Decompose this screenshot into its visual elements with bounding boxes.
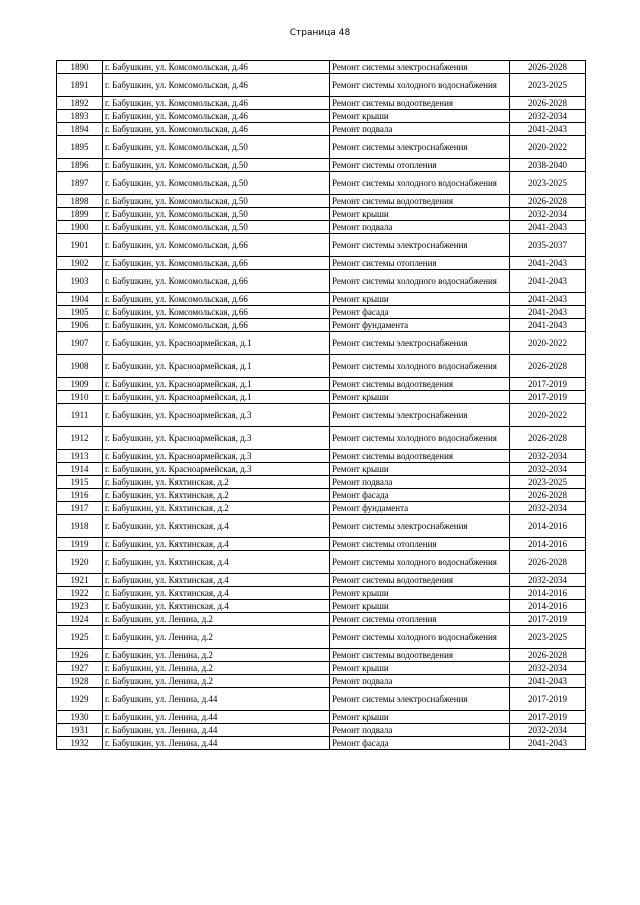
table-row — [57, 306, 586, 319]
row-period: 2017-2019 — [510, 613, 586, 626]
row-address: г. Бабушкин, ул. Кяхтинская, д.2 — [103, 489, 330, 502]
table-row — [57, 123, 586, 136]
row-period: 2035-2037 — [510, 234, 586, 257]
row-number: 1920 — [57, 551, 103, 574]
table-row — [57, 208, 586, 221]
row-period: 2014-2016 — [510, 587, 586, 600]
table-row — [57, 234, 586, 257]
row-address: г. Бабушкин, ул. Комсомольская, д.66 — [103, 257, 330, 270]
repair-schedule-table — [56, 60, 586, 750]
row-work-type: Ремонт фасада — [330, 489, 510, 502]
row-address: г. Бабушкин, ул. Кяхтинская, д.4 — [103, 574, 330, 587]
row-work-type: Ремонт крыши — [330, 662, 510, 675]
row-address: г. Бабушкин, ул. Кяхтинская, д.4 — [103, 587, 330, 600]
row-number: 1912 — [57, 427, 103, 450]
table-row — [57, 688, 586, 711]
row-period: 2041-2043 — [510, 675, 586, 688]
row-number: 1922 — [57, 587, 103, 600]
row-period: 2026-2028 — [510, 551, 586, 574]
row-number: 1910 — [57, 391, 103, 404]
row-number: 1924 — [57, 613, 103, 626]
row-address: г. Бабушкин, ул. Комсомольская, д.46 — [103, 123, 330, 136]
row-period: 2014-2016 — [510, 538, 586, 551]
row-number: 1916 — [57, 489, 103, 502]
row-address: г. Бабушкин, ул. Кяхтинская, д.2 — [103, 476, 330, 489]
table-row — [57, 427, 586, 450]
row-period: 2023-2025 — [510, 476, 586, 489]
row-work-type: Ремонт системы электроснабжения — [330, 61, 510, 74]
row-number: 1906 — [57, 319, 103, 332]
row-period: 2026-2028 — [510, 195, 586, 208]
row-period: 2041-2043 — [510, 293, 586, 306]
row-period: 2032-2034 — [510, 502, 586, 515]
table-row — [57, 551, 586, 574]
row-period: 2041-2043 — [510, 737, 586, 750]
row-address: г. Бабушкин, ул. Кяхтинская, д.2 — [103, 502, 330, 515]
row-number: 1921 — [57, 574, 103, 587]
row-number: 1905 — [57, 306, 103, 319]
row-number: 1931 — [57, 724, 103, 737]
row-number: 1890 — [57, 61, 103, 74]
table-row — [57, 257, 586, 270]
row-work-type: Ремонт системы отопления — [330, 159, 510, 172]
row-number: 1919 — [57, 538, 103, 551]
page-number-label: Страница 48 — [289, 28, 351, 38]
row-number: 1902 — [57, 257, 103, 270]
row-work-type: Ремонт системы отопления — [330, 538, 510, 551]
row-number: 1914 — [57, 463, 103, 476]
table-row — [57, 378, 586, 391]
row-work-type: Ремонт подвала — [330, 675, 510, 688]
row-work-type: Ремонт системы отопления — [330, 613, 510, 626]
row-work-type: Ремонт системы водоотведения — [330, 574, 510, 587]
row-address: г. Бабушкин, ул. Комсомольская, д.46 — [103, 110, 330, 123]
row-number: 1900 — [57, 221, 103, 234]
row-period: 2017-2019 — [510, 711, 586, 724]
table-row — [57, 293, 586, 306]
table-row — [57, 110, 586, 123]
row-work-type: Ремонт системы холодного водоснабжения — [330, 551, 510, 574]
row-period: 2017-2019 — [510, 391, 586, 404]
row-period: 2041-2043 — [510, 257, 586, 270]
row-work-type: Ремонт системы водоотведения — [330, 195, 510, 208]
table-row — [57, 600, 586, 613]
table-row — [57, 172, 586, 195]
row-number: 1894 — [57, 123, 103, 136]
row-period: 2032-2034 — [510, 208, 586, 221]
table-row — [57, 587, 586, 600]
row-address: г. Бабушкин, ул. Красноармейская, д.3 — [103, 463, 330, 476]
row-work-type: Ремонт системы электроснабжения — [330, 234, 510, 257]
table-row — [57, 613, 586, 626]
row-period: 2017-2019 — [510, 378, 586, 391]
row-period: 2041-2043 — [510, 123, 586, 136]
row-number: 1932 — [57, 737, 103, 750]
row-period: 2023-2025 — [510, 172, 586, 195]
table-row — [57, 450, 586, 463]
row-period: 2023-2025 — [510, 74, 586, 97]
table-row — [57, 404, 586, 427]
row-number: 1903 — [57, 270, 103, 293]
row-address: г. Бабушкин, ул. Комсомольская, д.50 — [103, 136, 330, 159]
row-work-type: Ремонт системы водоотведения — [330, 97, 510, 110]
row-address: г. Бабушкин, ул. Ленина, д.44 — [103, 711, 330, 724]
row-period: 2020-2022 — [510, 404, 586, 427]
row-number: 1925 — [57, 626, 103, 649]
row-work-type: Ремонт крыши — [330, 110, 510, 123]
row-address: г. Бабушкин, ул. Ленина, д.44 — [103, 724, 330, 737]
table-row — [57, 662, 586, 675]
row-address: г. Бабушкин, ул. Комсомольская, д.50 — [103, 208, 330, 221]
row-number: 1895 — [57, 136, 103, 159]
row-work-type: Ремонт системы электроснабжения — [330, 136, 510, 159]
table-row — [57, 136, 586, 159]
row-period: 2026-2028 — [510, 61, 586, 74]
row-work-type: Ремонт подвала — [330, 724, 510, 737]
row-work-type: Ремонт системы водоотведения — [330, 450, 510, 463]
row-period: 2041-2043 — [510, 270, 586, 293]
row-number: 1904 — [57, 293, 103, 306]
table-row — [57, 675, 586, 688]
table-row — [57, 515, 586, 538]
table-row — [57, 502, 586, 515]
row-address: г. Бабушкин, ул. Красноармейская, д.3 — [103, 450, 330, 463]
row-period: 2026-2028 — [510, 355, 586, 378]
row-address: г. Бабушкин, ул. Комсомольская, д.66 — [103, 270, 330, 293]
row-work-type: Ремонт фундамента — [330, 319, 510, 332]
row-work-type: Ремонт системы холодного водоснабжения — [330, 172, 510, 195]
row-address: г. Бабушкин, ул. Комсомольская, д.50 — [103, 221, 330, 234]
row-period: 2017-2019 — [510, 688, 586, 711]
row-work-type: Ремонт системы холодного водоснабжения — [330, 626, 510, 649]
row-number: 1911 — [57, 404, 103, 427]
row-work-type: Ремонт подвала — [330, 123, 510, 136]
row-work-type: Ремонт подвала — [330, 221, 510, 234]
table-row — [57, 463, 586, 476]
row-address: г. Бабушкин, ул. Ленина, д.2 — [103, 626, 330, 649]
row-work-type: Ремонт крыши — [330, 208, 510, 221]
row-period: 2041-2043 — [510, 319, 586, 332]
row-number: 1923 — [57, 600, 103, 613]
table-row — [57, 355, 586, 378]
row-address: г. Бабушкин, ул. Комсомольская, д.66 — [103, 319, 330, 332]
row-address: г. Бабушкин, ул. Комсомольская, д.66 — [103, 234, 330, 257]
row-number: 1899 — [57, 208, 103, 221]
row-work-type: Ремонт крыши — [330, 463, 510, 476]
row-number: 1930 — [57, 711, 103, 724]
row-number: 1929 — [57, 688, 103, 711]
row-address: г. Бабушкин, ул. Кяхтинская, д.4 — [103, 600, 330, 613]
row-work-type: Ремонт системы водоотведения — [330, 649, 510, 662]
row-address: г. Бабушкин, ул. Красноармейская, д.3 — [103, 404, 330, 427]
row-work-type: Ремонт системы отопления — [330, 257, 510, 270]
row-number: 1892 — [57, 97, 103, 110]
row-address: г. Бабушкин, ул. Комсомольская, д.46 — [103, 74, 330, 97]
row-address: г. Бабушкин, ул. Ленина, д.2 — [103, 613, 330, 626]
row-number: 1917 — [57, 502, 103, 515]
row-address: г. Бабушкин, ул. Ленина, д.2 — [103, 662, 330, 675]
table-row — [57, 319, 586, 332]
row-address: г. Бабушкин, ул. Комсомольская, д.46 — [103, 97, 330, 110]
row-work-type: Ремонт системы электроснабжения — [330, 515, 510, 538]
row-work-type: Ремонт фундамента — [330, 502, 510, 515]
row-period: 2032-2034 — [510, 450, 586, 463]
row-period: 2026-2028 — [510, 97, 586, 110]
row-period: 2014-2016 — [510, 515, 586, 538]
row-work-type: Ремонт системы холодного водоснабжения — [330, 355, 510, 378]
row-period: 2026-2028 — [510, 489, 586, 502]
row-period: 2032-2034 — [510, 724, 586, 737]
row-address: г. Бабушкин, ул. Ленина, д.44 — [103, 688, 330, 711]
row-work-type: Ремонт фасада — [330, 306, 510, 319]
row-work-type: Ремонт системы электроснабжения — [330, 688, 510, 711]
row-address: г. Бабушкин, ул. Комсомольская, д.66 — [103, 306, 330, 319]
row-number: 1897 — [57, 172, 103, 195]
row-address: г. Бабушкин, ул. Кяхтинская, д.4 — [103, 551, 330, 574]
row-number: 1918 — [57, 515, 103, 538]
row-number: 1928 — [57, 675, 103, 688]
row-address: г. Бабушкин, ул. Комсомольская, д.50 — [103, 195, 330, 208]
row-period: 2032-2034 — [510, 110, 586, 123]
row-address: г. Бабушкин, ул. Комсомольская, д.50 — [103, 159, 330, 172]
table-row — [57, 195, 586, 208]
row-work-type: Ремонт подвала — [330, 476, 510, 489]
table-row — [57, 391, 586, 404]
row-number: 1908 — [57, 355, 103, 378]
row-number: 1913 — [57, 450, 103, 463]
row-number: 1915 — [57, 476, 103, 489]
row-period: 2020-2022 — [510, 332, 586, 355]
table-row — [57, 270, 586, 293]
row-work-type: Ремонт крыши — [330, 391, 510, 404]
row-address: г. Бабушкин, ул. Ленина, д.2 — [103, 649, 330, 662]
row-period: 2026-2028 — [510, 649, 586, 662]
row-address: г. Бабушкин, ул. Кяхтинская, д.4 — [103, 515, 330, 538]
table-row — [57, 221, 586, 234]
row-work-type: Ремонт системы электроснабжения — [330, 404, 510, 427]
row-period: 2032-2034 — [510, 662, 586, 675]
row-number: 1926 — [57, 649, 103, 662]
row-address: г. Бабушкин, ул. Красноармейская, д.1 — [103, 332, 330, 355]
row-number: 1909 — [57, 378, 103, 391]
row-address: г. Бабушкин, ул. Красноармейская, д.1 — [103, 378, 330, 391]
table-row — [57, 61, 586, 74]
row-period: 2032-2034 — [510, 463, 586, 476]
table-row — [57, 711, 586, 724]
row-work-type: Ремонт крыши — [330, 711, 510, 724]
table-row — [57, 574, 586, 587]
row-period: 2020-2022 — [510, 136, 586, 159]
row-period: 2026-2028 — [510, 427, 586, 450]
row-work-type: Ремонт системы холодного водоснабжения — [330, 270, 510, 293]
row-address: г. Бабушкин, ул. Комсомольская, д.46 — [103, 61, 330, 74]
table-row — [57, 649, 586, 662]
row-work-type: Ремонт крыши — [330, 600, 510, 613]
row-number: 1898 — [57, 195, 103, 208]
row-address: г. Бабушкин, ул. Ленина, д.44 — [103, 737, 330, 750]
table-row — [57, 737, 586, 750]
table-row — [57, 74, 586, 97]
row-address: г. Бабушкин, ул. Красноармейская, д.1 — [103, 391, 330, 404]
row-address: г. Бабушкин, ул. Красноармейская, д.1 — [103, 355, 330, 378]
table-row — [57, 332, 586, 355]
row-address: г. Бабушкин, ул. Комсомольская, д.50 — [103, 172, 330, 195]
row-work-type: Ремонт крыши — [330, 587, 510, 600]
row-number: 1891 — [57, 74, 103, 97]
row-period: 2041-2043 — [510, 306, 586, 319]
row-work-type: Ремонт фасада — [330, 737, 510, 750]
row-period: 2023-2025 — [510, 626, 586, 649]
table-row — [57, 724, 586, 737]
row-address: г. Бабушкин, ул. Ленина, д.2 — [103, 675, 330, 688]
table-row — [57, 626, 586, 649]
table-row — [57, 159, 586, 172]
table-row — [57, 538, 586, 551]
row-period: 2014-2016 — [510, 600, 586, 613]
row-address: г. Бабушкин, ул. Комсомольская, д.66 — [103, 293, 330, 306]
row-number: 1893 — [57, 110, 103, 123]
table-row — [57, 476, 586, 489]
table-row — [57, 97, 586, 110]
row-period: 2041-2043 — [510, 221, 586, 234]
row-work-type: Ремонт системы водоотведения — [330, 378, 510, 391]
row-number: 1896 — [57, 159, 103, 172]
row-address: г. Бабушкин, ул. Красноармейская, д.3 — [103, 427, 330, 450]
row-work-type: Ремонт системы холодного водоснабжения — [330, 74, 510, 97]
row-period: 2032-2034 — [510, 574, 586, 587]
row-address: г. Бабушкин, ул. Кяхтинская, д.4 — [103, 538, 330, 551]
table-row — [57, 489, 586, 502]
row-number: 1927 — [57, 662, 103, 675]
row-number: 1907 — [57, 332, 103, 355]
row-period: 2038-2040 — [510, 159, 586, 172]
row-number: 1901 — [57, 234, 103, 257]
row-work-type: Ремонт крыши — [330, 293, 510, 306]
row-work-type: Ремонт системы холодного водоснабжения — [330, 427, 510, 450]
row-work-type: Ремонт системы электроснабжения — [330, 332, 510, 355]
table-body — [57, 61, 586, 750]
